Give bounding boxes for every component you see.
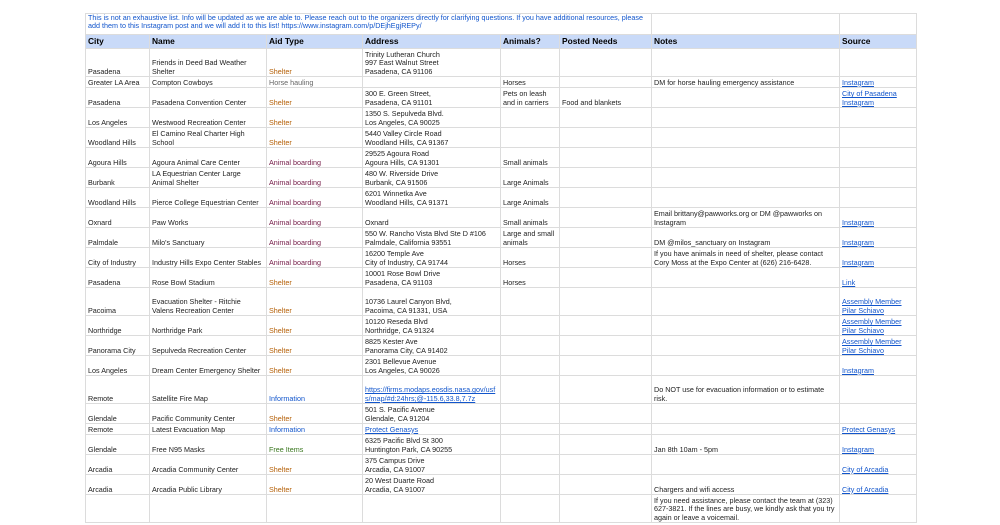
cell-notes[interactable]: Email brittany@pawworks.org or DM @pawworks on Instagram — [652, 208, 840, 228]
header-row — [86, 35, 917, 49]
cell-city[interactable]: Arcadia — [86, 455, 150, 475]
cell-aid[interactable]: Shelter — [267, 404, 363, 424]
cell-address[interactable]: 29525 Agoura Road Agoura Hills, CA 91301 — [363, 148, 501, 168]
table-row — [86, 455, 917, 475]
cell-needs[interactable] — [560, 108, 652, 128]
cell-city[interactable]: Panorama City — [86, 336, 150, 356]
cell-source[interactable]: Link — [840, 268, 917, 288]
table-row — [86, 336, 917, 356]
cell-source[interactable]: Instagram — [840, 208, 917, 228]
cell-animals[interactable] — [501, 455, 560, 475]
cell-animals[interactable] — [501, 435, 560, 455]
cell-aid[interactable] — [267, 495, 363, 523]
cell-needs[interactable] — [560, 475, 652, 495]
cell-animals[interactable]: Large Animals — [501, 188, 560, 208]
cell-name[interactable]: Pasadena Convention Center — [150, 88, 267, 108]
cell-animals[interactable]: Horses — [501, 268, 560, 288]
cell-aid[interactable]: Animal boarding — [267, 148, 363, 168]
cell-animals[interactable] — [501, 356, 560, 376]
cell-notes[interactable]: Do NOT use for evacuation information or to estimate risk. — [652, 376, 840, 404]
cell-animals[interactable] — [501, 376, 560, 404]
cell-city[interactable]: Northridge — [86, 316, 150, 336]
cell-needs[interactable] — [560, 168, 652, 188]
cell-animals[interactable] — [501, 475, 560, 495]
cell-source[interactable]: City of Pasadena Instagram — [840, 88, 917, 108]
cell-source[interactable] — [840, 404, 917, 424]
table-row — [86, 148, 917, 168]
table-row — [86, 128, 917, 148]
cell-city[interactable]: Woodland Hills — [86, 128, 150, 148]
cell-city[interactable]: Arcadia — [86, 475, 150, 495]
cell-name[interactable] — [150, 495, 267, 523]
cell-aid[interactable]: Shelter — [267, 49, 363, 77]
cell-source[interactable]: Assembly Member Pilar Schiavo — [840, 336, 917, 356]
cell-notes[interactable] — [652, 404, 840, 424]
cell-source[interactable]: Protect Genasys — [840, 424, 917, 435]
cell-name[interactable]: Sepulveda Recreation Center — [150, 336, 267, 356]
cell-address[interactable]: 480 W. Riverside Drive Burbank, CA 91506 — [363, 168, 501, 188]
header-aid-type[interactable]: Aid Type — [267, 35, 363, 49]
cell-animals[interactable] — [501, 128, 560, 148]
cell-aid[interactable]: Animal boarding — [267, 168, 363, 188]
cell-source[interactable]: City of Arcadia — [840, 475, 917, 495]
cell-needs[interactable] — [560, 336, 652, 356]
cell-needs[interactable] — [560, 148, 652, 168]
cell-address[interactable]: 10001 Rose Bowl Drive Pasadena, CA 91103 — [363, 268, 501, 288]
cell-name[interactable]: LA Equestrian Center Large Animal Shelter — [150, 168, 267, 188]
cell-city[interactable]: Los Angeles — [86, 108, 150, 128]
cell-animals[interactable] — [501, 288, 560, 316]
cell-address[interactable]: Oxnard — [363, 208, 501, 228]
table-row — [86, 228, 917, 248]
cell-source[interactable] — [840, 188, 917, 208]
cell-name[interactable]: Industry Hills Expo Center Stables — [150, 248, 267, 268]
cell-city[interactable]: Pasadena — [86, 268, 150, 288]
cell-notes[interactable] — [652, 336, 840, 356]
cell-aid[interactable]: Information — [267, 376, 363, 404]
cell-source[interactable]: Instagram — [840, 356, 917, 376]
cell-source[interactable] — [840, 128, 917, 148]
cell-name[interactable]: El Camino Real Charter High School — [150, 128, 267, 148]
table-row — [86, 288, 917, 316]
cell-animals[interactable] — [501, 316, 560, 336]
table-row — [86, 248, 917, 268]
cell-address[interactable]: 16200 Temple Ave City of Industry, CA 91744 — [363, 248, 501, 268]
cell-aid[interactable]: Free Items — [267, 435, 363, 455]
cell-aid[interactable]: Shelter — [267, 268, 363, 288]
cell-needs[interactable] — [560, 495, 652, 523]
cell-notes[interactable] — [652, 356, 840, 376]
cell-city[interactable]: Glendale — [86, 435, 150, 455]
spreadsheet — [85, 13, 916, 523]
cell-address[interactable]: Protect Genasys — [363, 424, 501, 435]
table-row — [86, 268, 917, 288]
cell-notes[interactable] — [652, 188, 840, 208]
cell-city[interactable]: Palmdale — [86, 228, 150, 248]
table-row — [86, 475, 917, 495]
cell-notes[interactable] — [652, 455, 840, 475]
cell-name[interactable]: Milo's Sanctuary — [150, 228, 267, 248]
header-name[interactable]: Name — [150, 35, 267, 49]
cell-name[interactable]: Evacuation Shelter - Ritchie Valens Recreation Center — [150, 288, 267, 316]
cell-city[interactable] — [86, 495, 150, 523]
note-cell[interactable]: This is not an exhaustive list. Info will be updated as we are able to. Please reach out to the organizers directly for clarifying questions. If you have additional resources, please add them to this Instagram post and we will add it to this list! https://www.instagram.com/p/DEjhEgjREPy/ — [86, 14, 652, 35]
cell-animals[interactable] — [501, 336, 560, 356]
cell-animals[interactable] — [501, 49, 560, 77]
cell-name[interactable]: Satellite Fire Map — [150, 376, 267, 404]
cell-needs[interactable] — [560, 435, 652, 455]
cell-address[interactable]: 375 Campus Drive Arcadia, CA 91007 — [363, 455, 501, 475]
cell-name[interactable]: Arcadia Public Library — [150, 475, 267, 495]
cell-needs[interactable] — [560, 128, 652, 148]
cell-address[interactable]: 10736 Laurel Canyon Blvd, Pacoima, CA 91331, USA — [363, 288, 501, 316]
cell-needs[interactable] — [560, 376, 652, 404]
cell[interactable] — [840, 14, 917, 35]
cell-address[interactable]: 20 West Duarte Road Arcadia, CA 91007 — [363, 475, 501, 495]
cell-city[interactable]: Pasadena — [86, 49, 150, 77]
table-row — [86, 404, 917, 424]
cell-needs[interactable] — [560, 188, 652, 208]
cell-notes[interactable] — [652, 316, 840, 336]
table-row — [86, 376, 917, 404]
cell-address[interactable] — [363, 495, 501, 523]
cell-needs[interactable] — [560, 77, 652, 88]
table-row — [86, 168, 917, 188]
cell-animals[interactable]: Small animals — [501, 148, 560, 168]
cell-source[interactable]: Instagram — [840, 435, 917, 455]
cell-address[interactable]: https://firms.modaps.eosdis.nasa.gov/usfs/map/#d:24hrs;@-115.6,33.8,7.7z — [363, 376, 501, 404]
cell-name[interactable]: Agoura Animal Care Center — [150, 148, 267, 168]
cell-city[interactable]: Remote — [86, 376, 150, 404]
cell-animals[interactable] — [501, 495, 560, 523]
cell-source[interactable]: City of Arcadia — [840, 455, 917, 475]
cell-notes[interactable]: DM for horse hauling emergency assistance — [652, 77, 840, 88]
cell-needs[interactable] — [560, 208, 652, 228]
cell-aid[interactable]: Shelter — [267, 316, 363, 336]
cell-city[interactable]: Oxnard — [86, 208, 150, 228]
cell-notes[interactable]: Chargers and wifi access — [652, 475, 840, 495]
cell-source[interactable]: Instagram — [840, 248, 917, 268]
cell-aid[interactable]: Shelter — [267, 288, 363, 316]
header-animals[interactable]: Animals? — [501, 35, 560, 49]
cell-city[interactable]: Greater LA Area — [86, 77, 150, 88]
cell-needs[interactable] — [560, 49, 652, 77]
cell-name[interactable]: Westwood Recreation Center — [150, 108, 267, 128]
header-address[interactable]: Address — [363, 35, 501, 49]
cell-name[interactable]: Friends in Deed Bad Weather Shelter — [150, 49, 267, 77]
header-posted-needs[interactable]: Posted Needs — [560, 35, 652, 49]
cell-needs[interactable] — [560, 288, 652, 316]
cell-aid[interactable]: Shelter — [267, 88, 363, 108]
cell-source[interactable]: Assembly Member Pilar Schiavo — [840, 316, 917, 336]
cell-address[interactable]: 550 W. Rancho Vista Blvd Ste D #106 Palmdale, California 93551 — [363, 228, 501, 248]
cell-notes[interactable] — [652, 148, 840, 168]
cell-aid[interactable]: Animal boarding — [267, 208, 363, 228]
table-row — [86, 356, 917, 376]
cell-needs[interactable] — [560, 228, 652, 248]
cell-name[interactable]: Pierce College Equestrian Center — [150, 188, 267, 208]
cell-source[interactable] — [840, 148, 917, 168]
cell-notes[interactable] — [652, 268, 840, 288]
cell-city[interactable]: Burbank — [86, 168, 150, 188]
cell-source[interactable] — [840, 376, 917, 404]
cell-notes[interactable]: DM @milos_sanctuary on Instagram — [652, 228, 840, 248]
table-row — [86, 435, 917, 455]
cell-name[interactable]: Latest Evacuation Map — [150, 424, 267, 435]
cell-notes[interactable] — [652, 88, 840, 108]
cell-source[interactable] — [840, 168, 917, 188]
table-row — [86, 495, 917, 523]
cell-source[interactable]: Instagram — [840, 77, 917, 88]
cell-address[interactable]: 8825 Kester Ave Panorama City, CA 91402 — [363, 336, 501, 356]
header-notes[interactable]: Notes — [652, 35, 840, 49]
cell-address[interactable]: 501 S. Pacific Avenue Glendale, CA 91204 — [363, 404, 501, 424]
cell-aid[interactable]: Shelter — [267, 356, 363, 376]
cell-aid[interactable]: Shelter — [267, 455, 363, 475]
cell-needs[interactable] — [560, 424, 652, 435]
cell-aid[interactable]: Shelter — [267, 108, 363, 128]
cell-needs[interactable] — [560, 316, 652, 336]
cell-notes[interactable] — [652, 108, 840, 128]
cell-name[interactable]: Dream Center Emergency Shelter — [150, 356, 267, 376]
cell-aid[interactable]: Animal boarding — [267, 248, 363, 268]
cell-city[interactable]: Los Angeles — [86, 356, 150, 376]
cell-address[interactable] — [363, 77, 501, 88]
table-row — [86, 88, 917, 108]
cell-name[interactable]: Paw Works — [150, 208, 267, 228]
cell-address[interactable]: 1350 S. Sepulveda Blvd. Los Angeles, CA 90025 — [363, 108, 501, 128]
cell-aid[interactable]: Information — [267, 424, 363, 435]
cell-animals[interactable]: Horses — [501, 77, 560, 88]
cell-source[interactable]: Assembly Member Pilar Schiavo — [840, 288, 917, 316]
cell-address[interactable]: 5440 Valley Circle Road Woodland Hills, CA 91367 — [363, 128, 501, 148]
cell-name[interactable]: Pacific Community Center — [150, 404, 267, 424]
cell-name[interactable]: Compton Cowboys — [150, 77, 267, 88]
note-row — [86, 14, 917, 35]
cell-aid[interactable]: Animal boarding — [267, 188, 363, 208]
cell-animals[interactable] — [501, 424, 560, 435]
table-row — [86, 108, 917, 128]
cell-animals[interactable] — [501, 108, 560, 128]
cell-notes[interactable] — [652, 49, 840, 77]
cell[interactable] — [652, 14, 840, 35]
cell-animals[interactable]: Horses — [501, 248, 560, 268]
cell-animals[interactable]: Large and small animals — [501, 228, 560, 248]
cell-address[interactable]: 300 E. Green Street, Pasadena, CA 91101 — [363, 88, 501, 108]
resource-table — [85, 13, 917, 523]
cell-needs[interactable] — [560, 268, 652, 288]
cell-aid[interactable]: Shelter — [267, 336, 363, 356]
cell-name[interactable]: Free N95 Masks — [150, 435, 267, 455]
header-source[interactable]: Source — [840, 35, 917, 49]
cell-source[interactable] — [840, 49, 917, 77]
cell-city[interactable]: Pacoima — [86, 288, 150, 316]
cell-animals[interactable]: Large Animals — [501, 168, 560, 188]
cell-address[interactable]: Trinity Lutheran Church 997 East Walnut Street Pasadena, CA 91106 — [363, 49, 501, 77]
cell-needs[interactable] — [560, 455, 652, 475]
cell-city[interactable]: Remote — [86, 424, 150, 435]
cell-source[interactable]: Instagram — [840, 228, 917, 248]
header-city[interactable]: City — [86, 35, 150, 49]
cell-city[interactable]: Agoura Hills — [86, 148, 150, 168]
cell-city[interactable]: Woodland Hills — [86, 188, 150, 208]
cell-notes[interactable] — [652, 424, 840, 435]
cell-animals[interactable]: Small animals — [501, 208, 560, 228]
cell-needs[interactable]: Food and blankets — [560, 88, 652, 108]
cell-city[interactable]: City of Industry — [86, 248, 150, 268]
cell-notes[interactable]: Jan 8th 10am - 5pm — [652, 435, 840, 455]
cell-notes[interactable]: If you need assistance, please contact the team at (323) 627-3821. If the lines are busy, we kindly ask that you try again or leave a voicemail. — [652, 495, 840, 523]
cell-notes[interactable] — [652, 128, 840, 148]
cell-address[interactable]: 6325 Pacific Blvd St 300 Huntington Park, CA 90255 — [363, 435, 501, 455]
cell-address[interactable]: 10120 Reseda Blvd Northridge, CA 91324 — [363, 316, 501, 336]
cell-needs[interactable] — [560, 404, 652, 424]
table-row — [86, 77, 917, 88]
cell-aid[interactable]: Horse hauling — [267, 77, 363, 88]
cell-name[interactable]: Arcadia Community Center — [150, 455, 267, 475]
cell-notes[interactable] — [652, 288, 840, 316]
cell-animals[interactable]: Pets on leash and in carriers — [501, 88, 560, 108]
table-row — [86, 188, 917, 208]
cell-source[interactable] — [840, 495, 917, 523]
cell-needs[interactable] — [560, 356, 652, 376]
cell-needs[interactable] — [560, 248, 652, 268]
table-row — [86, 316, 917, 336]
cell-address[interactable]: 6201 Winnetka Ave Woodland Hills, CA 91371 — [363, 188, 501, 208]
cell-city[interactable]: Glendale — [86, 404, 150, 424]
table-row — [86, 424, 917, 435]
cell-aid[interactable]: Shelter — [267, 128, 363, 148]
cell-aid[interactable]: Shelter — [267, 475, 363, 495]
cell-notes[interactable] — [652, 168, 840, 188]
cell-animals[interactable] — [501, 404, 560, 424]
cell-notes[interactable]: If you have animals in need of shelter, please contact Cory Moss at the Expo Center at (626) 216-6428. — [652, 248, 840, 268]
table-row — [86, 49, 917, 77]
cell-name[interactable]: Rose Bowl Stadium — [150, 268, 267, 288]
cell-city[interactable]: Pasadena — [86, 88, 150, 108]
cell-address[interactable]: 2301 Bellevue Avenue Los Angeles, CA 90026 — [363, 356, 501, 376]
cell-source[interactable] — [840, 108, 917, 128]
cell-name[interactable]: Northridge Park — [150, 316, 267, 336]
cell-aid[interactable]: Animal boarding — [267, 228, 363, 248]
table-row — [86, 208, 917, 228]
